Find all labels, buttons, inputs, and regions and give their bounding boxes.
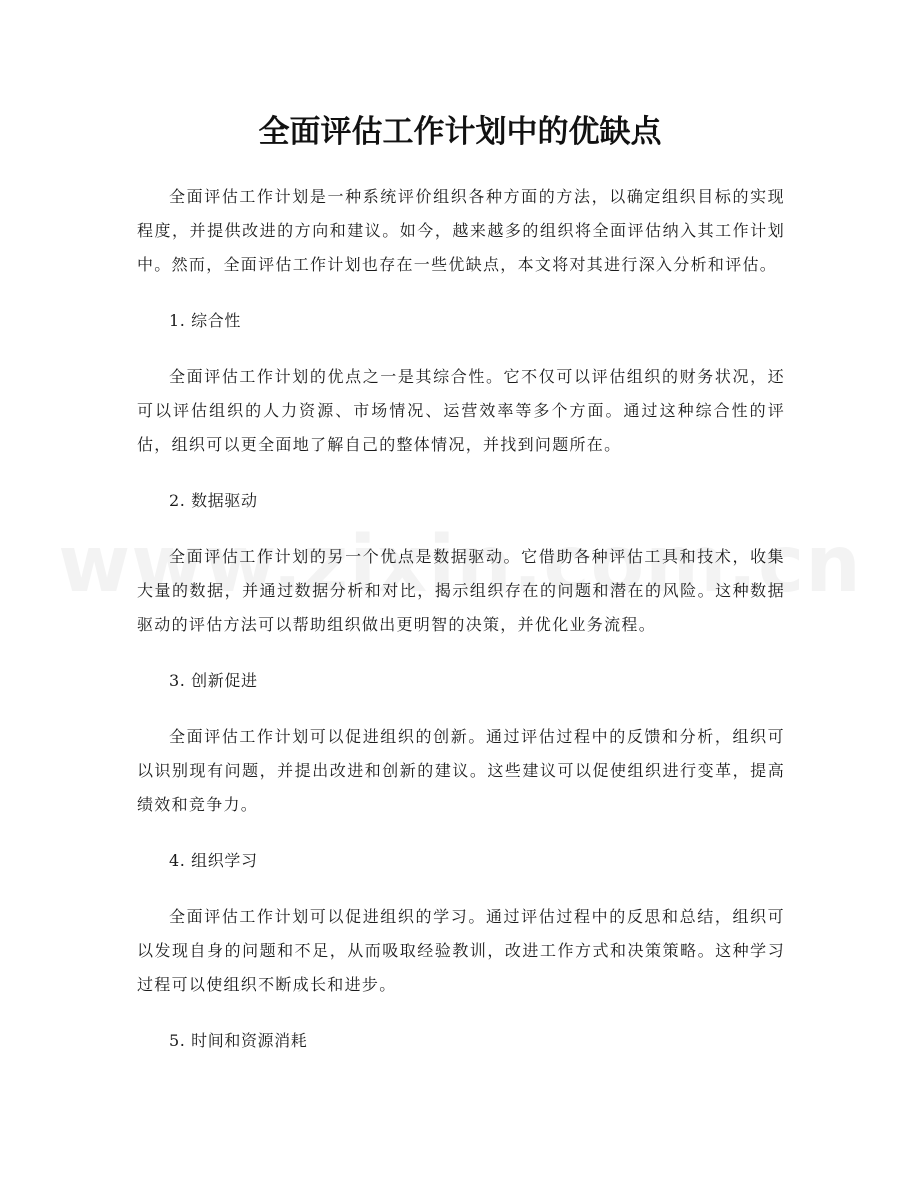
- section-heading-comprehensiveness: 1. 综合性: [169, 311, 241, 330]
- section-heading-innovation: 3. 创新促进: [169, 671, 258, 690]
- section-heading-time-resources: 5. 时间和资源消耗: [169, 1031, 308, 1050]
- section-heading-learning: 4. 组织学习: [169, 851, 258, 870]
- intro-paragraph: 全面评估工作计划是一种系统评价组织各种方面的方法，以确定组织目标的实现程度，并提供改进的方向和建议。如今，越来越多的组织将全面评估纳入其工作计划中。然而，全面评估工作计划也存在一些优缺点，本文将对其进行深入分析和评估。: [137, 187, 785, 274]
- section-heading-data-driven: 2. 数据驱动: [169, 491, 258, 510]
- paragraph-data-driven: 全面评估工作计划的另一个优点是数据驱动。它借助各种评估工具和技术，收集大量的数据，并通过数据分析和对比，揭示组织存在的问题和潜在的风险。这种数据驱动的评估方法可以帮助组织做出更明智的决策，并优化业务流程。: [137, 547, 785, 634]
- paragraph-learning: 全面评估工作计划可以促进组织的学习。通过评估过程中的反思和总结，组织可以发现自身的问题和不足，从而吸取经验教训，改进工作方式和决策策略。这种学习过程可以使组织不断成长和进步。: [137, 907, 785, 994]
- paragraph-comprehensiveness: 全面评估工作计划的优点之一是其综合性。它不仅可以评估组织的财务状况，还可以评估组织的人力资源、市场情况、运营效率等多个方面。通过这种综合性的评估，组织可以更全面地了解自己的整体情况，并找到问题所在。: [137, 367, 785, 454]
- paragraph-innovation: 全面评估工作计划可以促进组织的创新。通过评估过程中的反馈和分析，组织可以识别现有问题，并提出改进和创新的建议。这些建议可以促使组织进行变革，提高绩效和竞争力。: [137, 727, 785, 814]
- page-title: 全面评估工作计划中的优缺点: [258, 114, 662, 150]
- document-body: [137, 180, 785, 1058]
